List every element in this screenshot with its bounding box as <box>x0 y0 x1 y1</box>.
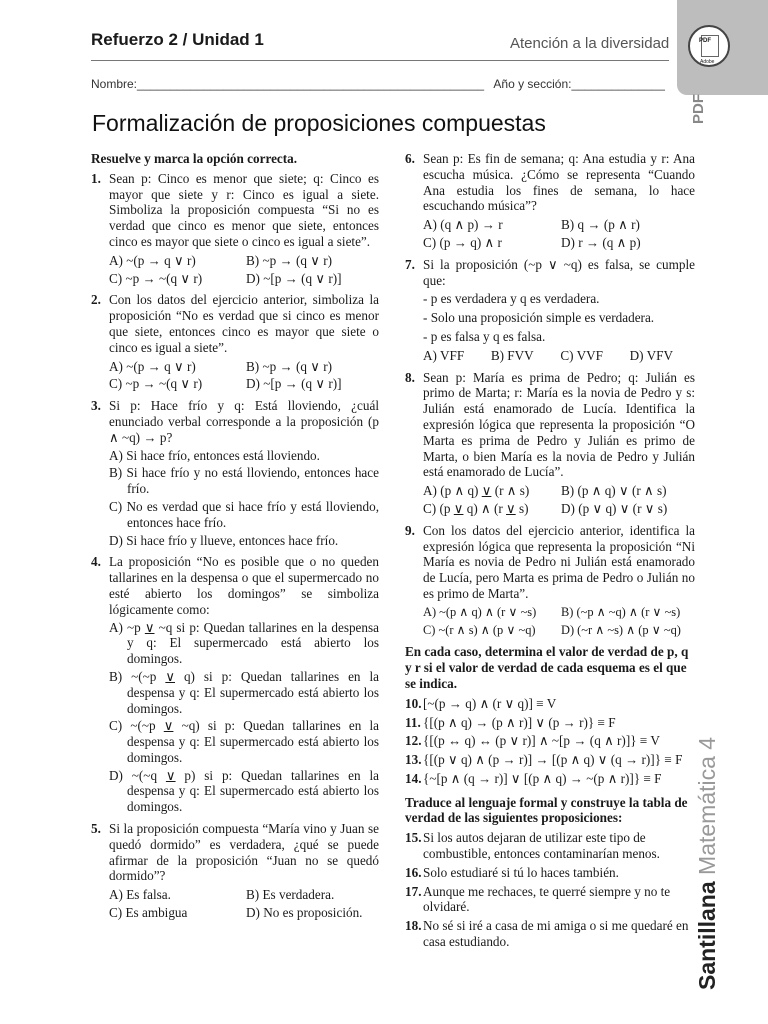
question-2 <box>91 292 379 392</box>
question-text: Si la proposición compuesta “María vino y Juan se quedó dormido” es verdadera, ¿qué se puede afirmar de la proposición “Juan no se quedó dormido”? <box>109 821 379 884</box>
question-9 <box>405 523 695 639</box>
question-number: 4. <box>91 554 101 570</box>
option-c[interactable]: C) ~p → ~(q ∨ r) <box>109 270 203 286</box>
name-field[interactable]: Nombre:____________________________________________________ <box>91 77 485 91</box>
question-number: 7. <box>405 256 415 272</box>
list-item: 15. Si los autos dejaran de utilizar este tipo de combustible, entonces contaminarían menos. <box>405 830 660 862</box>
question-text: Si la proposición (~p ∨ ~q) es falsa, se cumple que: <box>423 256 695 288</box>
list-item: 12. {[(p ↔ q) ↔ (p ∨ r)] ∧ ~[p → (q ∧ r)]} ≡ V <box>405 733 660 749</box>
option-b[interactable]: B) Es verdadera. <box>246 887 335 903</box>
instruction: Resuelve y marca la opción correcta. <box>91 151 298 166</box>
unit-title: Refuerzo 2 / Unidad 1 <box>91 30 264 49</box>
section-field[interactable]: Año y sección:______________ <box>493 77 665 91</box>
instruction-truth: En cada caso, determina el valor de verdad de p, q y r si el valor de verdad de cada esquema es el que se indica. <box>405 644 689 691</box>
option-a[interactable]: A) ~(p → q ∨ r) <box>109 252 196 268</box>
option-d[interactable]: D) VFV <box>629 347 673 363</box>
question-number: 5. <box>91 821 101 837</box>
option-a[interactable]: A) ~(p → q ∨ r) <box>109 358 196 374</box>
option-c[interactable]: C) (p ∨ q) ∧ (r ∨ s) <box>423 500 529 516</box>
option-b[interactable]: B) FVV <box>490 347 534 363</box>
option-d[interactable]: D) (~r ∧ ~s) ∧ (p ∨ ~q) <box>561 622 681 637</box>
translate-list <box>405 830 695 950</box>
option-a[interactable]: A) Es falsa. <box>109 887 171 903</box>
option-b[interactable]: B) ~(~p ∨ q) si p: Quedan tallarines en la despensa y q: El supermercado está abierto los domingos. <box>109 668 379 716</box>
bullet-item: - p es falsa y q es falsa. <box>423 328 546 344</box>
option-c[interactable]: C) ~(r ∧ s) ∧ (p ∨ ~q) <box>423 622 536 637</box>
option-a[interactable]: A) ~(p ∧ q) ∧ (r ∨ ~s) <box>423 604 537 619</box>
question-text: Con los datos del ejercicio anterior, identifica la expresión lógica que representa la proposición “Ni María es novia de Pedro ni Julián está enamorado de Lucía, pero Marta es prima de Pedro o Julián no es primo de Marta”. <box>423 522 695 601</box>
question-number: 1. <box>91 170 101 186</box>
option-c[interactable]: C) ~(~p ∨ ~q) si p: Quedan tallarines en la despensa y q: El supermercado está abierto los domingos. <box>109 718 379 765</box>
option-c[interactable]: C) (p → q) ∧ r <box>423 234 502 250</box>
option-c[interactable]: C) VVF <box>560 347 603 363</box>
question-text: Sean p: María es prima de Pedro; q: Julián es primo de Marta; r: María es la novia de Pedro y s: Julián está enamorado de Lucía. Identifica la expresión lógica que representa la proposición “O Marta es prima de Pedro y Julián es primo de Marta, o bien María es la novia de Pedro y Julián está enamorado de Lucía”. <box>423 369 695 480</box>
header-divider <box>91 60 669 61</box>
list-item: 16. Solo estudiaré si tú lo haces también. <box>405 864 619 880</box>
question-number: 3. <box>91 398 101 414</box>
option-b[interactable]: B) ~p → (q ∨ r) <box>246 358 333 374</box>
pdf-icon-label: PDF <box>699 38 711 44</box>
right-column <box>405 151 695 953</box>
pdf-icon[interactable] <box>688 25 730 67</box>
option-c[interactable]: C) Es ambigua <box>109 905 188 921</box>
option-d[interactable]: D) (p ∨ q) ∨ (r ∨ s) <box>561 500 668 516</box>
brand-vertical <box>694 700 734 990</box>
option-c[interactable]: C) No es verdad que si hace frío y está lloviendo, entonces hace frío. <box>109 498 379 530</box>
question-8 <box>405 370 695 517</box>
section-subtitle: Atención a la diversidad <box>510 35 670 52</box>
question-1 <box>91 171 379 287</box>
list-item: 14. {~[p ∧ (q → r)] ∨ [(p ∧ q) → ~(p ∧ r)]} ≡ F <box>405 770 662 786</box>
subject-name: Matemática 4 <box>694 736 720 875</box>
question-number: 2. <box>91 292 101 308</box>
option-b[interactable]: B) (p ∧ q) ∨ (r ∧ s) <box>561 483 667 499</box>
option-b[interactable]: B) q → (p ∧ r) <box>561 217 640 233</box>
bullet-item: - Solo una proposición simple es verdadera. <box>423 310 655 326</box>
question-number: 9. <box>405 522 415 538</box>
question-4 <box>91 554 379 815</box>
question-text: Si p: Hace frío y q: Está lloviendo, ¿cuál enunciado verbal corresponde a la proposición (p ∧ ~q) → p? <box>109 398 379 445</box>
pdf-icon-brand: Adobe <box>700 59 715 65</box>
list-item: 17. Aunque me rechaces, te querré siempre y no te olvidaré. <box>405 883 671 915</box>
option-b[interactable]: B) ~p → (q ∨ r) <box>246 252 333 268</box>
list-item: 11. {[(p ∧ q) → (p ∧ r)] ∨ (p → r)} ≡ F <box>405 714 616 730</box>
option-d[interactable]: D) ~[p → (q ∨ r)] <box>246 270 342 286</box>
question-text: Con los datos del ejercicio anterior, simboliza la proposición “No es verdad que si cinco es menor que siete, entonces cinco es mayor que siete o cinco es igual a siete”. <box>109 292 379 355</box>
question-text: Sean p: Cinco es menor que siete; q: Cinco es mayor que siete y r: Cinco es igual a siete. Simboliza la proposición compuesta “Si no es verdad que cinco es menor que siete, entonces cinco es mayor que siete o cinco es igual a siete”. <box>109 170 379 249</box>
list-item: 13. {[(p ∨ q) ∧ (p → r)] → [(p ∧ q) ∨ (q → r)]} ≡ F <box>405 752 683 768</box>
option-d[interactable]: D) Si hace frío y llueve, entonces hace frío. <box>109 532 339 548</box>
question-number: 8. <box>405 369 415 385</box>
option-a[interactable]: A) Si hace frío, entonces está lloviendo. <box>109 447 320 463</box>
question-text: La proposición “No es posible que o no queden tallarines en la despensa o que el supermercado no esté abierto los domingos” se simboliza lógicamente como: <box>109 554 379 617</box>
left-column <box>91 151 379 927</box>
truth-list <box>405 696 695 787</box>
option-c[interactable]: C) ~p → ~(q ∨ r) <box>109 376 203 392</box>
option-d[interactable]: D) ~(~q ∨ p) si p: Quedan tallarines en la despensa y q: El supermercado está abierto los domingos. <box>109 767 379 815</box>
option-d[interactable]: D) r → (q ∧ p) <box>561 234 641 250</box>
page-title: Formalización de proposiciones compuestas <box>92 110 546 136</box>
option-b[interactable]: B) (~p ∧ ~q) ∧ (r ∨ ~s) <box>561 604 681 619</box>
brand-name: Santillana <box>694 881 720 990</box>
question-7 <box>405 257 695 364</box>
bullet-item: - p es verdadera y q es verdadera. <box>423 291 600 307</box>
question-3 <box>91 398 379 548</box>
question-number: 6. <box>405 151 415 166</box>
option-d[interactable]: D) ~[p → (q ∨ r)] <box>246 376 342 392</box>
option-a[interactable]: A) (q ∧ p) → r <box>423 217 503 233</box>
option-a[interactable]: A) VFF <box>423 347 465 363</box>
question-5 <box>91 821 379 921</box>
option-d[interactable]: D) No es proposición. <box>246 905 363 921</box>
option-a[interactable]: A) ~p ∨ ~q si p: Quedan tallarines en la despensa y q: El supermercado está abierto los domingos. <box>109 619 379 667</box>
option-a[interactable]: A) (p ∧ q) ∨ (r ∧ s) <box>423 483 530 499</box>
option-b[interactable]: B) Si hace frío y no está lloviendo, entonces hace frío. <box>109 465 379 497</box>
list-item: 10. [~(p → q) ∧ (r ∨ q)] ≡ V <box>405 695 557 711</box>
name-row <box>91 77 665 91</box>
list-item: 18. No sé si iré a casa de mi amiga o si me quedaré en casa estudiando. <box>405 918 689 950</box>
pdf-label: PDF <box>690 94 707 124</box>
question-6 <box>405 151 695 251</box>
instruction-translate: Traduce al lenguaje formal y construye la tabla de verdad de las siguientes proposiciones: <box>405 794 688 826</box>
question-text: Sean p: Es fin de semana; q: Ana estudia y r: Ana escucha música. ¿Cómo se representa “Cuando Ana estudia los fines de semana, lo hace escuchando música”? <box>423 151 695 214</box>
